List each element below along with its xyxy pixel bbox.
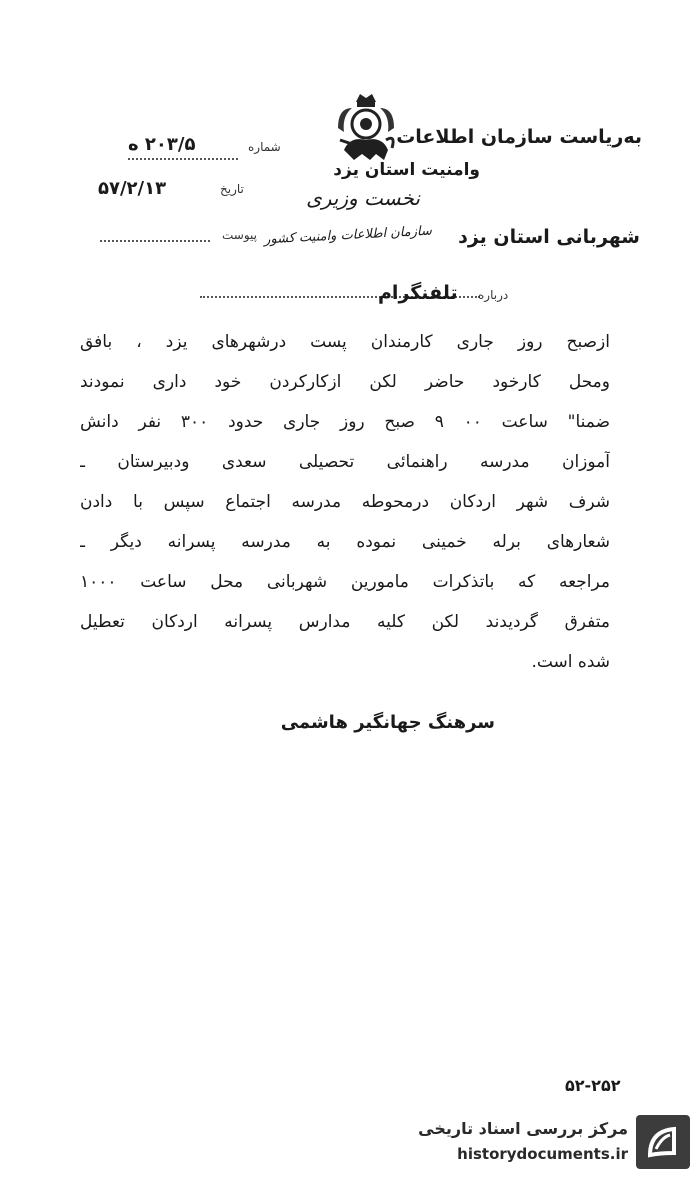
- signatory: سرهنگ جهانگیر هاشمی: [280, 712, 495, 733]
- subject-value: تلفنگرام: [378, 282, 458, 304]
- number-label: شماره: [248, 140, 281, 154]
- body-line: ازصبح روز جاری کارمندان پست درشهرهای یزد ، بافق: [80, 332, 610, 352]
- body-line: مراجعه که باتذکرات مامورین شهربانی محل ساعت ۱۰۰۰: [80, 572, 610, 592]
- date-label: تاریخ: [220, 182, 244, 196]
- subject-label: درباره: [478, 288, 509, 302]
- org-line-1: به‌ریاست سازمان اطلاعات: [396, 126, 642, 148]
- attachment-label: پیوست: [222, 228, 257, 242]
- site-name: مرکز بررسی اسناد تاریخی: [418, 1119, 628, 1138]
- org-line-2: وامنیت استان یزد: [333, 160, 480, 180]
- book-page-logo-icon: [636, 1115, 690, 1169]
- reference-number: ۵۲-۲۵۲: [565, 1076, 621, 1095]
- body-line: شعارهای برله خمینی نموده به مدرسه پسرانه دیگر ـ: [80, 532, 610, 552]
- letter-body: [80, 322, 610, 682]
- body-line: ضمنا" ساعت ۰۰ ۹ صبح روز جاری حدود ۳۰۰ نفر دانش: [80, 412, 610, 432]
- recipient-line: شهربانی استان یزد: [458, 226, 640, 248]
- lion-and-sun-emblem-icon: [330, 88, 402, 168]
- number-dotted-line: [128, 158, 238, 160]
- body-line: شده است.: [531, 652, 610, 672]
- stamp-text: سازمان اطلاعات وامنیت کشور: [263, 223, 433, 248]
- site-footer: [415, 1115, 690, 1171]
- number-value: ۲۰۳/۵ ه: [128, 134, 196, 155]
- body-line: آموزان مدرسه راهنمائی تحصیلی سعدی ودبیرستان ـ: [80, 452, 610, 472]
- body-line: ومحل کارخود حاضر لکن ازکارکردن خود داری نمودند: [80, 372, 610, 392]
- body-line: متفرق گردیدند لکن کلیه مدارس پسرانه اردکان تعطیل: [80, 612, 610, 632]
- signature-mark: نخست وزیری: [306, 186, 420, 210]
- date-value: ۵۷/۲/۱۳: [98, 178, 167, 199]
- site-url[interactable]: historydocuments.ir: [457, 1145, 628, 1163]
- body-line: شرف شهر اردکان درمحوطه مدرسه اجتماع سپس با دادن: [80, 492, 610, 512]
- attachment-dotted-line: [100, 240, 210, 242]
